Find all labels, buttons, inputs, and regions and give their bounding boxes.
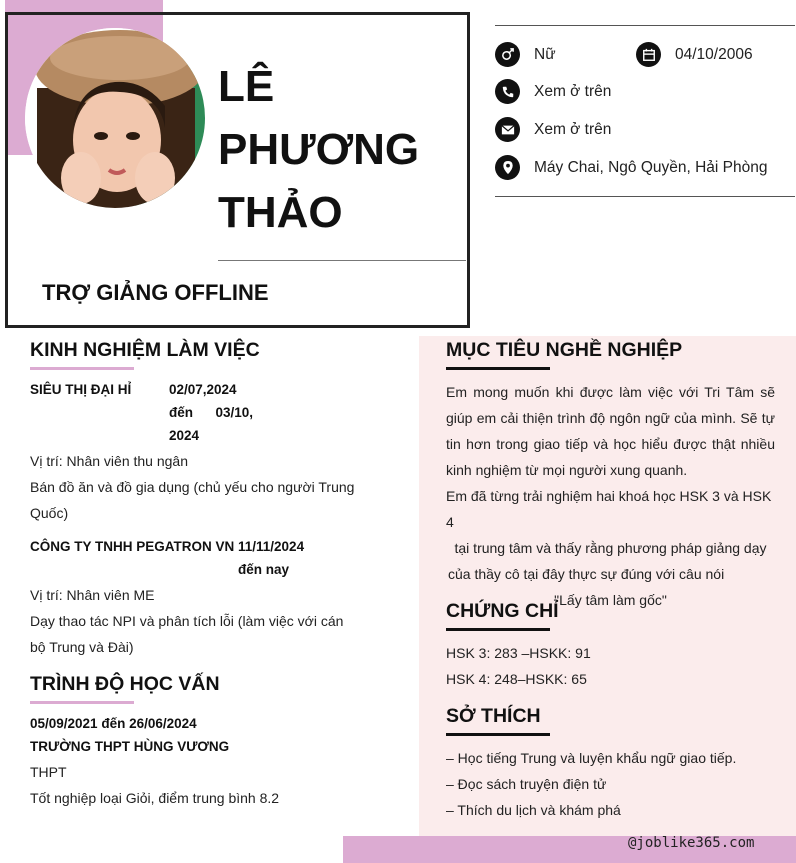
watermark: @joblike365.com bbox=[628, 835, 755, 851]
objective-p2-line-4: "Lấy tâm làm gốc" bbox=[554, 592, 667, 608]
info-address bbox=[495, 155, 767, 180]
email-value: Xem ở trên bbox=[534, 120, 612, 138]
job-2-dates bbox=[238, 535, 304, 581]
job-2-position: Vị trí: Nhân viên ME bbox=[30, 587, 155, 603]
job-1-desc-line-2: Quốc) bbox=[30, 505, 69, 521]
gender-value: Nữ bbox=[534, 45, 556, 63]
job-2-desc-line-2: bộ Trung và Đài) bbox=[30, 639, 134, 655]
address-value: Máy Chai, Ngô Quyền, Hải Phòng bbox=[534, 158, 768, 176]
job-2-desc-line-1: Dạy thao tác NPI và phân tích lỗi (làm việc với cán bbox=[30, 613, 344, 629]
job-1-date-line-1: 02/07,2024 bbox=[169, 382, 237, 397]
job-2-date-line-2: đến nay bbox=[238, 562, 290, 577]
location-pin-icon bbox=[495, 155, 520, 180]
certificate-item-1: HSK 3: 283 –HSKK: 91 bbox=[446, 645, 591, 661]
objective-paragraph-1 bbox=[446, 379, 775, 483]
info-gender bbox=[495, 42, 556, 67]
job-1-date-line-3: 2024 bbox=[169, 428, 200, 443]
job-1-date-line-2: đến 03/10, bbox=[169, 405, 254, 420]
name-line-2: PHƯƠNG bbox=[218, 125, 420, 174]
objective-p2-line-2: tại trung tâm và thấy rằng phương pháp giảng dạy bbox=[454, 540, 767, 556]
objective-underline bbox=[446, 367, 550, 370]
info-birthdate bbox=[636, 42, 753, 67]
name-line-3: THẢO bbox=[218, 188, 343, 237]
job-1-description bbox=[30, 474, 354, 526]
objective-title: MỤC TIÊU NGHỀ NGHIỆP bbox=[446, 339, 683, 361]
gender-icon bbox=[495, 42, 520, 67]
job-2-company: CÔNG TY TNHH PEGATRON VN bbox=[30, 539, 235, 554]
objective-paragraph-2 bbox=[446, 483, 775, 613]
job-2-description bbox=[30, 608, 343, 660]
education-result: Tốt nghiệp loại Giỏi, điểm trung bình 8.2 bbox=[30, 790, 280, 806]
job-1-company: SIÊU THỊ ĐẠI HỈ bbox=[30, 382, 132, 397]
job-title: TRỢ GIẢNG OFFLINE bbox=[42, 280, 269, 305]
certificates-underline bbox=[446, 628, 550, 631]
avatar bbox=[25, 28, 205, 208]
hobbies-title: SỞ THÍCH bbox=[446, 705, 541, 727]
envelope-icon bbox=[495, 117, 520, 142]
objective-p1-line-3: tin hơn trong giao tiếp và học hiểu được thật nhiều bbox=[446, 436, 775, 452]
education-school: TRƯỜNG THPT HÙNG VƯƠNG bbox=[30, 739, 230, 754]
job-2-date-line-1: 11/11/2024 bbox=[238, 539, 305, 554]
name-divider bbox=[218, 260, 466, 261]
hobbies-underline bbox=[446, 733, 550, 736]
info-email bbox=[495, 117, 611, 142]
objective-p2-line-3: của thầy cô tại đây thực sự đúng với câu nói bbox=[448, 566, 725, 582]
full-name bbox=[218, 55, 419, 244]
info-top-divider bbox=[495, 25, 795, 26]
calendar-icon bbox=[636, 42, 661, 67]
education-title: TRÌNH ĐỘ HỌC VẤN bbox=[30, 673, 220, 695]
job-1-desc-line-1: Bán đồ ăn và đồ gia dụng (chủ yếu cho người Trung bbox=[30, 479, 355, 495]
objective-p1-line-2: giúp em cải thiện trình độ ngôn ngữ của mình. Sẽ tự bbox=[446, 410, 775, 426]
phone-value: Xem ở trên bbox=[534, 82, 612, 100]
certificates-title: CHỨNG CHỈ bbox=[446, 600, 559, 622]
education-underline bbox=[30, 701, 134, 704]
objective-p1-line-1: Em mong muốn khi được làm việc với Tri Tâm sẽ bbox=[446, 384, 775, 400]
objective-p1-line-4: kinh nghiệm từ mọi người xung quanh. bbox=[446, 462, 688, 478]
info-bottom-divider bbox=[495, 196, 795, 197]
name-line-1: LÊ bbox=[218, 62, 275, 111]
hobby-item-3: – Thích du lịch và khám phá bbox=[446, 802, 621, 818]
experience-underline bbox=[30, 367, 134, 370]
experience-title: KINH NGHIỆM LÀM VIỆC bbox=[30, 339, 260, 361]
hobby-item-1: – Học tiếng Trung và luyện khẩu ngữ giao tiếp. bbox=[446, 750, 737, 766]
job-1-dates bbox=[169, 378, 253, 447]
phone-icon bbox=[495, 79, 520, 104]
job-1-position: Vị trí: Nhân viên thu ngân bbox=[30, 453, 188, 469]
info-phone bbox=[495, 79, 611, 104]
certificate-item-2: HSK 4: 248–HSKK: 65 bbox=[446, 671, 587, 687]
hobby-item-2: – Đọc sách truyện điện tử bbox=[446, 776, 607, 792]
education-level: THPT bbox=[30, 764, 67, 780]
birthdate-value: 04/10/2006 bbox=[675, 45, 753, 63]
objective-p2-line-1: Em đã từng trải nghiệm hai khoá học HSK 3 và HSK 4 bbox=[446, 488, 772, 530]
education-period: 05/09/2021 đến 26/06/2024 bbox=[30, 716, 197, 731]
